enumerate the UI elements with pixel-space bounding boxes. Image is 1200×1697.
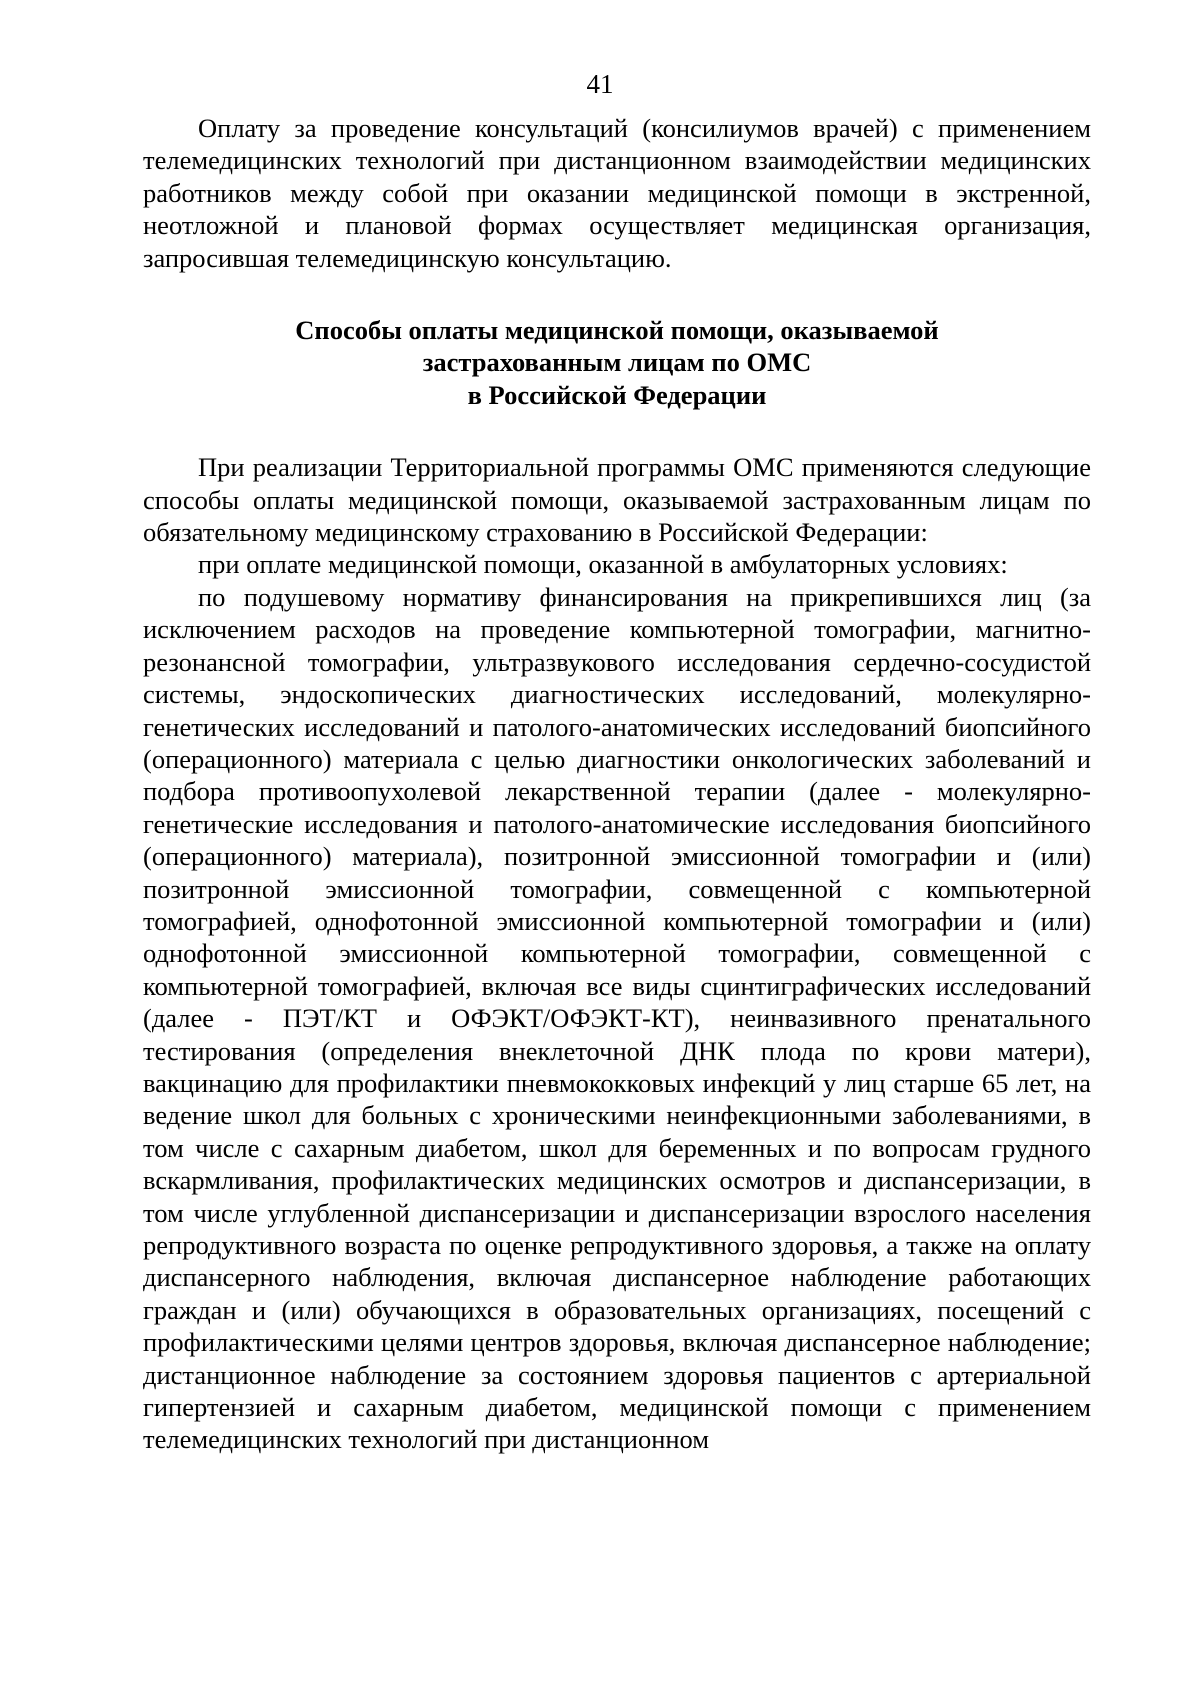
- paragraph-per-capita-standard: по подушевому нормативу финансирования на прикрепившихся лиц (за исключением расходов на проведение компьютерной томографии, магнитно-резонансной томографии, ультразвукового исследования сердечно-сосудистой системы, эндоскопических диагностических исследований, молекулярно-генетических исследований и патолого-анатомических исследований биопсийного (операционного) материала с целью диагностики онкологических заболеваний и подбора противоопухолевой лекарственной терапии (далее - молекулярно-генетические исследования и патолого-анатомические исследования биопсийного (операционного) материала), позитронной эмиссионной томографии и (или) позитронной эмиссионной томографии, совмещенной с компьютерной томографией, однофотонной эмиссионной компьютерной томографии и (или) однофотонной эмиссионной компьютерной томографии, совмещенной с компьютерной томографией, включая все виды сцинтиграфических исследований (далее - ПЭТ/КТ и ОФЭКТ/ОФЭКТ-КТ), неинвазивного пренатального тестирования (определения внеклеточной ДНК плода по крови матери), вакцинацию для профилактики пневмококковых инфекций у лиц старше 65 лет, на ведение школ для больных с хроническими неинфекционными заболеваниями, в том числе с сахарным диабетом, школ для беременных и по вопросам грудного вскармливания, профилактических медицинских осмотров и диспансеризации, в том числе углубленной диспансеризации и диспансеризации взрослого населения репродуктивного возраста по оценке репродуктивного здоровья, а также на оплату диспансерного наблюдения, включая диспансерное наблюдение работающих граждан и (или) обучающихся в образовательных организациях, посещений с профилактическими целями центров здоровья, включая диспансерное наблюдение; дистанционное наблюдение за состоянием здоровья пациентов с артериальной гипертензией и сахарным диабетом, медицинской помощи с применением телемедицинских технологий при дистанционном: [143, 581, 1091, 1455]
- page-number: 41: [586, 69, 614, 99]
- heading-line-2: застрахованным лицам по ОМС: [422, 347, 812, 378]
- document-body: [143, 112, 1091, 1456]
- heading-line-3: в Российской Федерации: [467, 379, 767, 410]
- paragraph-outpatient-payment: при оплате медицинской помощи, оказанной в амбулаторных условиях:: [198, 549, 1008, 580]
- paragraph-payment-methods-intro: При реализации Территориальной программы ОМС применяются следующие способы оплаты медицинской помощи, оказываемой застрахованным лицам по обязательному медицинскому страхованию в Российской Федерации:: [143, 452, 1091, 548]
- heading-line-1: Способы оплаты медицинской помощи, оказываемой: [295, 315, 939, 346]
- paragraph-consultation-payment: Оплату за проведение консультаций (консилиумов врачей) с применением телемедицинских технологий при дистанционном взаимодействии медицинских работников между собой при оказании медицинской помощи в экстренной, неотложной и плановой формах осуществляет медицинская организация, запросившая телемедицинскую консультацию.: [143, 113, 1091, 273]
- section-heading: [143, 314, 1091, 411]
